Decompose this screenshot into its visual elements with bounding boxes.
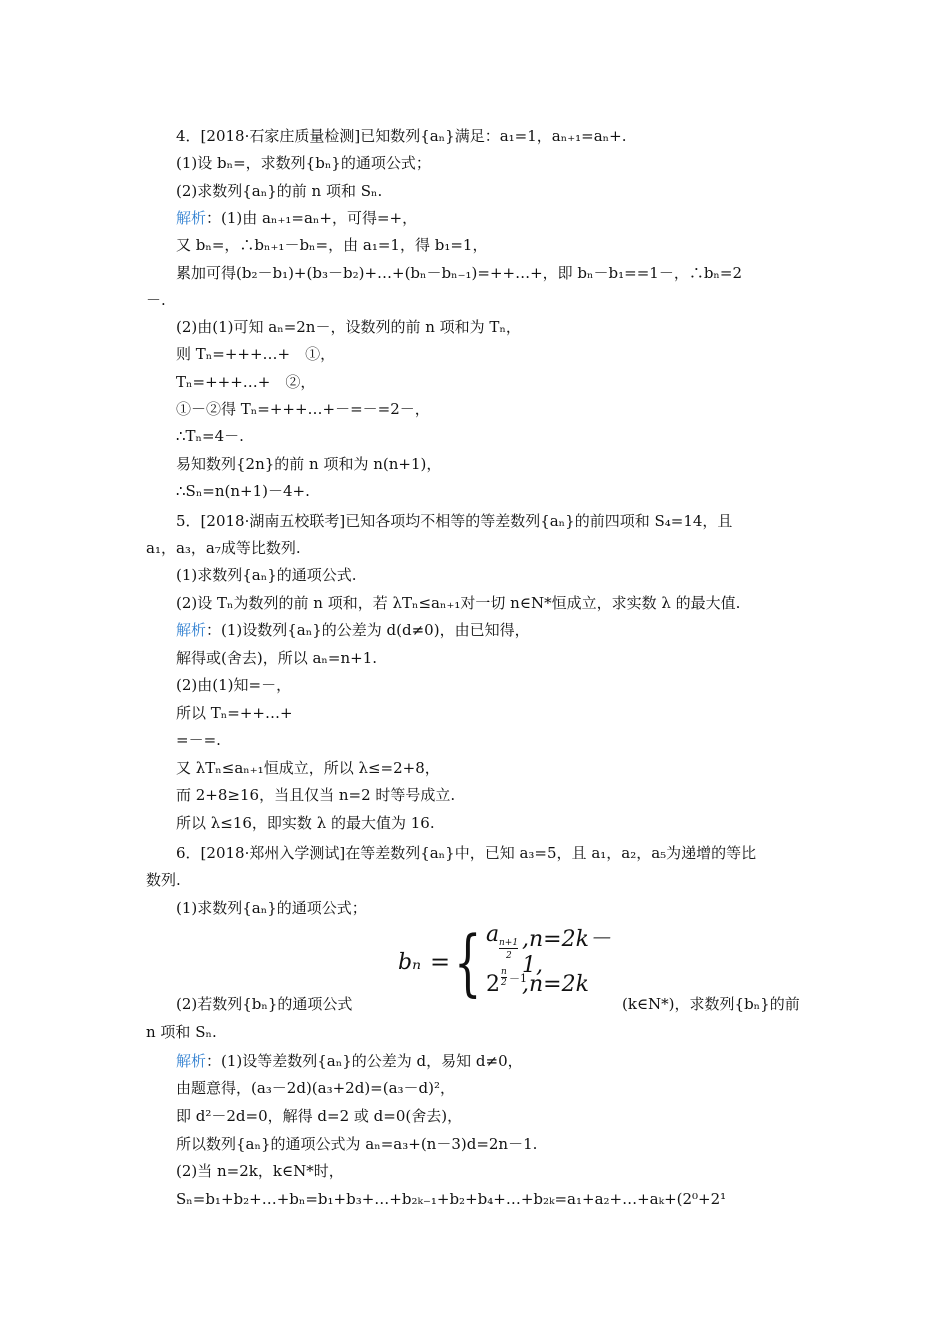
solution-text: ：(1)设数列{aₙ}的公差为 d(d≠0)，由已知得， <box>206 621 530 639</box>
solution-4-line: 累加可得(b₂－b₁)+(b₃－b₂)+…+(bₙ－bₙ₋₁)=++…+，即 bₙ－b₁==1－，∴bₙ=2 <box>176 264 743 282</box>
solution-6-line: (2)当 n=2k，k∈N*时， <box>176 1162 344 1180</box>
formula-case1-sub-num: n+1 <box>499 938 519 948</box>
formula-case2-base: 2 <box>486 972 500 997</box>
solution-4-line: ∴Tₙ=4－. <box>176 427 244 445</box>
formula-lhs: bₙ <box>398 950 421 975</box>
solution-6-line <box>176 1050 523 1072</box>
formula-case2-exp-rest: －1 <box>509 972 527 985</box>
solution-5-line <box>176 619 530 641</box>
solution-5-line: (2)由(1)知=－， <box>176 676 292 694</box>
solution-6-line: 由题意得，(a₃－2d)(a₃+2d)=(a₃－d)²， <box>176 1079 456 1097</box>
solution-label: 解析 <box>176 209 207 227</box>
formula-brace: { <box>454 920 482 1004</box>
formula-case2-exp-den: 2 <box>501 978 507 988</box>
piecewise-formula <box>398 920 618 1010</box>
problem-6-statement: 数列. <box>146 871 181 889</box>
problem-6-part-2: (2)若数列{bₙ}的通项公式 <box>176 995 353 1013</box>
solution-4-line: 又 bₙ=，∴bₙ₊₁－bₙ=，由 a₁=1，得 b₁=1， <box>176 236 488 254</box>
problem-4-statement: 4．[2018·石家庄质量检测]已知数列{aₙ}满足：a₁=1，aₙ₊₁=aₙ+. <box>176 127 627 145</box>
problem-6-part-2: n 项和 Sₙ. <box>146 1023 217 1041</box>
formula-case1-expr: a <box>486 922 500 947</box>
solution-6-line: 即 d²－2d=0，解得 d=2 或 d=0(舍去)， <box>176 1107 463 1125</box>
solution-4-line: ①－②得 Tₙ=+++…+－=－=2－， <box>176 400 430 418</box>
solution-text: ：(1)由 aₙ₊₁=aₙ+，可得=+， <box>206 209 418 227</box>
problem-6-part-1: (1)求数列{aₙ}的通项公式； <box>176 899 367 917</box>
solution-6-line: Sₙ=b₁+b₂+…+bₙ=b₁+b₃+…+b₂ₖ₋₁+b₂+b₄+…+b₂ₖ=a₁+a₂+…+aₖ+(2⁰+2¹ <box>176 1190 727 1208</box>
formula-equals: = <box>430 948 451 976</box>
solution-6-line: 所以数列{aₙ}的通项公式为 aₙ=a₃+(n－3)d=2n－1. <box>176 1135 538 1153</box>
solution-4-line: (2)由(1)可知 aₙ=2n－，设数列的前 n 项和为 Tₙ， <box>176 318 521 336</box>
solution-4-line: Tₙ=+++…+ ②， <box>176 373 316 391</box>
problem-5-statement: a₁，a₃，a₇成等比数列. <box>146 539 301 557</box>
solution-5-line: =－=. <box>176 731 221 749</box>
solution-5-line: 所以 λ≤16，即实数 λ 的最大值为 16. <box>176 814 435 832</box>
problem-4-part-1: (1)设 bₙ=，求数列{bₙ}的通项公式； <box>176 154 431 172</box>
formula-case1-sub-den: 2 <box>506 951 512 961</box>
solution-5-line: 而 2+8≥16，当且仅当 n=2 时等号成立. <box>176 786 456 804</box>
solution-4-line: ∴Sₙ=n(n+1)－4+. <box>176 482 310 500</box>
problem-4-part-2: (2)求数列{aₙ}的前 n 项和 Sₙ. <box>176 182 383 200</box>
problem-6-statement: 6．[2018·郑州入学测试]在等差数列{aₙ}中，已知 a₃=5，且 a₁，a₂，a₅为递增的等比 <box>176 844 757 862</box>
solution-4-line: 则 Tₙ=+++…+ ①， <box>176 345 336 363</box>
formula-case2-cond: ,n=2k <box>522 972 589 997</box>
solution-label: 解析 <box>176 1052 207 1070</box>
solution-4-line: 易知数列{2n}的前 n 项和为 n(n+1)， <box>176 455 442 473</box>
solution-label: 解析 <box>176 621 207 639</box>
solution-5-line: 又 λTₙ≤aₙ₊₁恒成立，所以 λ≤=2+8， <box>176 759 440 777</box>
formula-case2-exp-num: n <box>501 967 507 977</box>
solution-5-line: 所以 Tₙ=++…+ <box>176 704 293 722</box>
problem-5-part-1: (1)求数列{aₙ}的通项公式. <box>176 566 357 584</box>
solution-4-line <box>176 207 417 229</box>
solution-5-line: 解得或(舍去)，所以 aₙ=n+1. <box>176 649 378 667</box>
solution-4-line: －. <box>146 291 166 309</box>
solution-text: ：(1)设等差数列{aₙ}的公差为 d，易知 d≠0， <box>206 1052 523 1070</box>
problem-5-part-2: (2)设 Tₙ为数列的前 n 项和，若 λTₙ≤aₙ₊₁对一切 n∈N*恒成立，求实数 λ 的最大值. <box>176 594 741 612</box>
formula-case1-cond: ,n=2k－1, <box>522 927 611 978</box>
problem-6-part-2-tail: (k∈N*)，求数列{bₙ}的前 <box>622 995 800 1013</box>
problem-5-statement: 5．[2018·湖南五校联考]已知各项均不相等的等差数列{aₙ}的前四项和 S₄=14，且 <box>176 512 733 530</box>
